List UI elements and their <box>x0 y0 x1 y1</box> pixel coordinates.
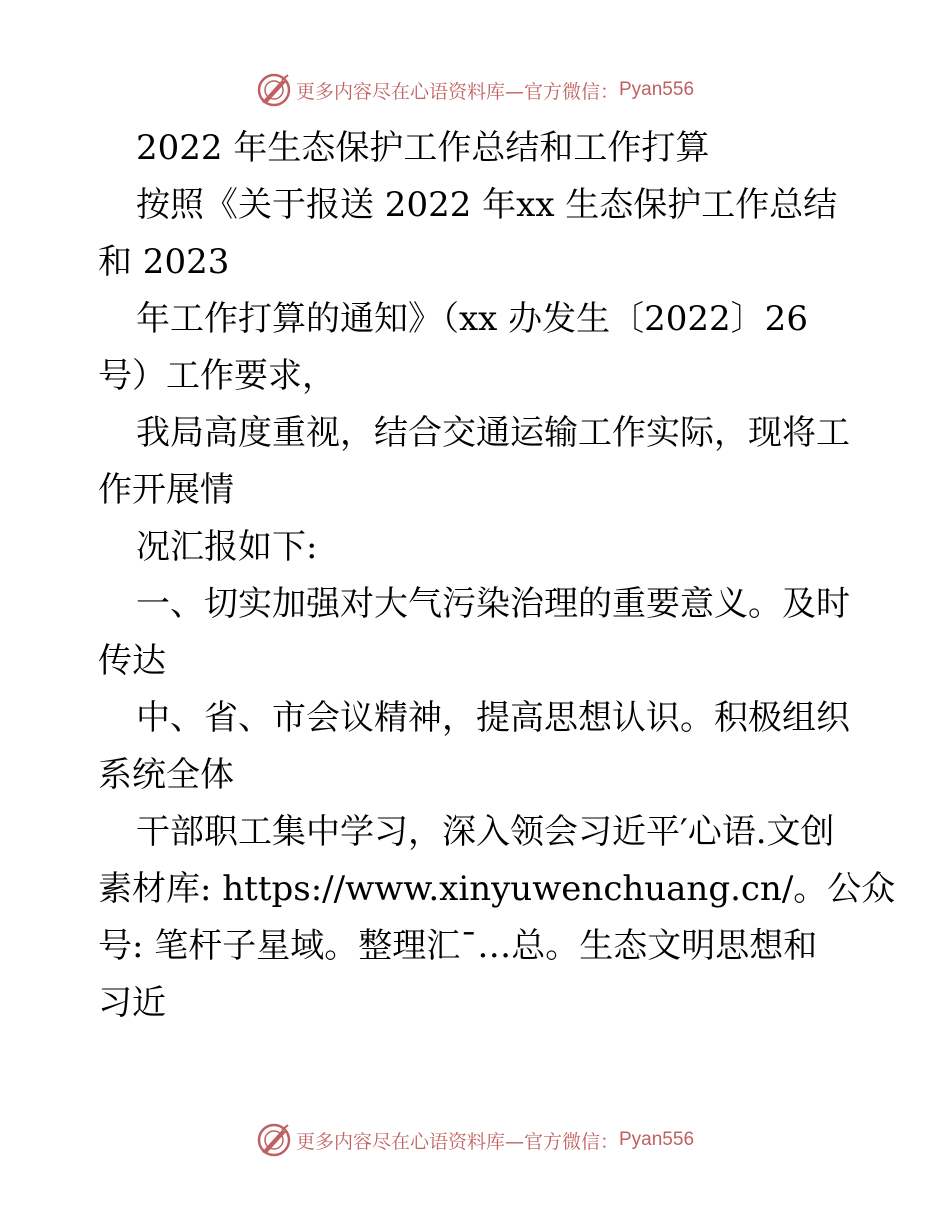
paragraph-line: 系统全体 <box>98 755 234 795</box>
paragraph-line: 一、切实加强对大气污染治理的重要意义。及时 <box>136 584 850 624</box>
watermark-wechat-id: Pyan556 <box>619 79 695 100</box>
paragraph-line: 习近 <box>98 983 166 1023</box>
paragraph-line: 按照《关于报送 2022 年xx 生态保护工作总结 <box>136 185 838 225</box>
paragraph-line: 号）工作要求， <box>98 356 336 396</box>
quill-seal-icon <box>256 72 292 108</box>
watermark-text: 更多内容尽在心语资料库—官方微信： <box>295 80 619 103</box>
document-title: 2022 年生态保护工作总结和工作打算 <box>136 128 710 168</box>
watermark-wechat-id: Pyan556 <box>619 1129 695 1150</box>
paragraph-line: 素材库: https://www.xinyuwenchuang.cn/。公众 <box>98 869 896 909</box>
watermark-text: 更多内容尽在心语资料库—官方微信： <box>295 1130 619 1153</box>
paragraph-line: 号: 笔杆子星域。整理汇¯…总。生态文明思想和 <box>98 926 818 966</box>
quill-seal-icon <box>256 1122 292 1158</box>
paragraph-line: 年工作打算的通知》（xx 办发生〔2022〕26 <box>136 299 808 339</box>
document-body <box>98 120 896 1032</box>
header-watermark <box>0 70 950 110</box>
paragraph-line: 作开展情 <box>98 470 234 510</box>
paragraph-line: 我局高度重视，结合交通运输工作实际，现将工 <box>136 413 850 453</box>
paragraph-line: 中、省、市会议精神，提高思想认识。积极组织 <box>136 698 850 738</box>
paragraph-line: 干部职工集中学习，深入领会习近平′心语.文创 <box>136 812 835 852</box>
footer-watermark <box>0 1120 950 1160</box>
paragraph-line: 况汇报如下: <box>136 527 318 567</box>
paragraph-line: 和 2023 <box>98 242 230 282</box>
paragraph-line: 传达 <box>98 641 166 681</box>
